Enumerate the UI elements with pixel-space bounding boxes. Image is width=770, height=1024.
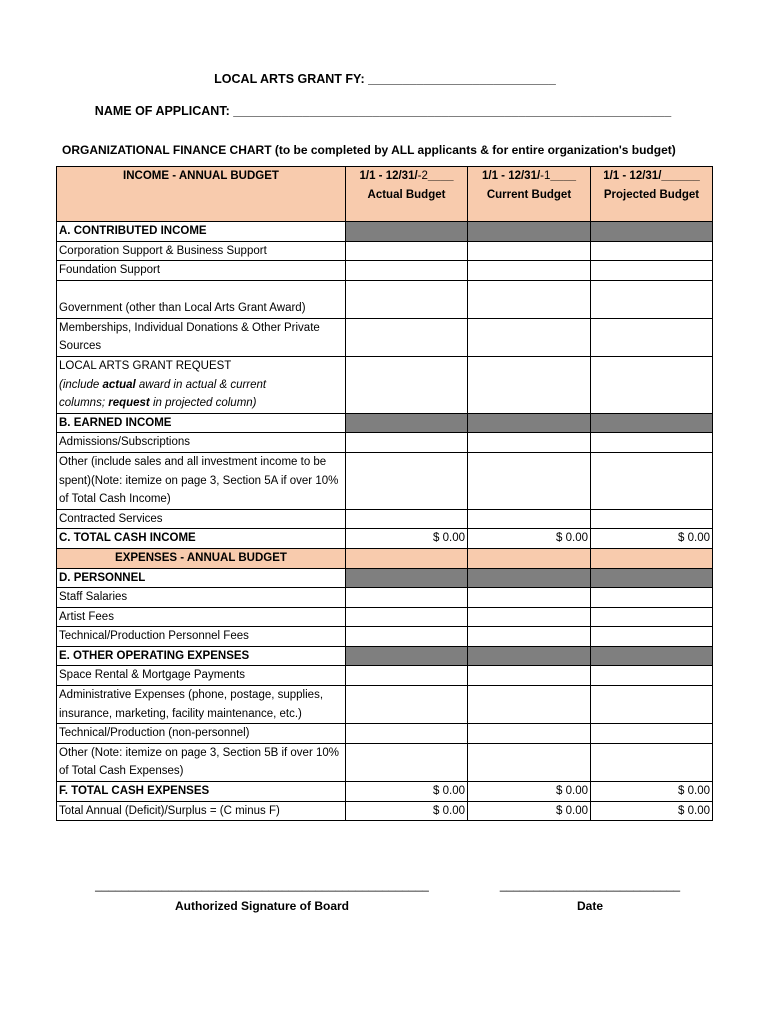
cell-input[interactable] [346,318,468,356]
row-label-other-expense: Other (Note: itemize on page 3, Section 5B if over 10% of Total Cash Expenses) [57,743,346,781]
row-label-administrative: Administrative Expenses (phone, postage, supplies, insurance, marketing, facility maintenance, etc.) [57,686,346,724]
cell-input[interactable] [591,588,713,608]
table-row [57,743,713,781]
table-row [57,724,713,744]
cell-input[interactable] [346,261,468,281]
column-header-projected: 1/1 - 12/31/______ Projected Budget [591,167,713,222]
column-header-actual: 1/1 - 12/31/-2____ Actual Budget [346,167,468,222]
board-signature-line[interactable]: __________________________________________________ [95,878,429,892]
table-row [57,261,713,281]
cell-input[interactable] [346,666,468,686]
table-row [57,356,713,413]
row-label-contracted: Contracted Services [57,509,346,529]
cell-input[interactable] [346,452,468,509]
table-row [57,413,713,433]
cell-input[interactable] [468,724,591,744]
row-label-artist: Artist Fees [57,607,346,627]
table-row [57,666,713,686]
date-signature-line[interactable]: ___________________________ [499,878,681,892]
row-label-staff: Staff Salaries [57,588,346,608]
cell-input[interactable] [591,627,713,647]
cell-input[interactable] [468,743,591,781]
cell-input[interactable] [468,318,591,356]
cell-input[interactable] [346,588,468,608]
cell-input[interactable] [346,509,468,529]
table-row [57,280,713,318]
row-label-total-expenses: F. TOTAL CASH EXPENSES [57,782,346,802]
date-label: Date [576,899,603,913]
cell-input[interactable] [591,607,713,627]
total-expenses-projected: $ 0.00 [591,782,713,802]
cell-input[interactable] [346,280,468,318]
cell-input[interactable] [468,356,591,413]
cell-input[interactable] [468,686,591,724]
cell-input[interactable] [591,433,713,453]
total-expenses-actual: $ 0.00 [346,782,468,802]
cell-input[interactable] [591,356,713,413]
cell-input[interactable] [468,433,591,453]
surplus-projected: $ 0.00 [591,801,713,821]
cell-input[interactable] [468,588,591,608]
section-contributed-income: A. CONTRIBUTED INCOME [57,222,346,242]
cell-input[interactable] [591,452,713,509]
cell-input[interactable] [346,356,468,413]
cell-input[interactable] [346,743,468,781]
section-personnel: D. PERSONNEL [57,568,346,588]
table-row [57,646,713,666]
cell-input[interactable] [468,607,591,627]
total-income-actual: $ 0.00 [346,529,468,549]
table-row [57,607,713,627]
column-header-current: 1/1 - 12/31/-1____ Current Budget [468,167,591,222]
cell-input[interactable] [468,452,591,509]
row-label-other-income: Other (include sales and all investment income to be spent)(Note: itemize on page 3, Section 5A if over 10% of Total Cash Income) [57,452,346,509]
row-label-grant-request: LOCAL ARTS GRANT REQUEST (include actual award in actual & current columns; request in projected column) [57,356,346,413]
row-label-technical-fees: Technical/Production Personnel Fees [57,627,346,647]
cell-input[interactable] [346,686,468,724]
row-label-technical-non-personnel: Technical/Production (non-personnel) [57,724,346,744]
table-row [57,318,713,356]
cell-input[interactable] [591,241,713,261]
cell-input[interactable] [468,280,591,318]
expenses-header: EXPENSES - ANNUAL BUDGET [57,548,346,568]
row-label-government: Government (other than Local Arts Grant Award) [57,280,346,318]
cell-input[interactable] [591,724,713,744]
cell-input[interactable] [591,318,713,356]
row-label-corporation: Corporation Support & Business Support [57,241,346,261]
cell-input[interactable] [591,743,713,781]
row-label-admissions: Admissions/Subscriptions [57,433,346,453]
table-row [57,241,713,261]
row-label-surplus: Total Annual (Deficit)/Surplus = (C minus F) [57,801,346,821]
table-row [57,627,713,647]
applicant-name-line: NAME OF APPLICANT: _______________________________________________________________ [94,104,672,118]
finance-table [56,166,713,821]
table-row [57,452,713,509]
cell-input[interactable] [346,627,468,647]
table-row [57,588,713,608]
cell-input[interactable] [468,261,591,281]
surplus-current: $ 0.00 [468,801,591,821]
row-label-total-income: C. TOTAL CASH INCOME [57,529,346,549]
row-label-space: Space Rental & Mortgage Payments [57,666,346,686]
row-label-memberships: Memberships, Individual Donations & Other Private Sources [57,318,346,356]
board-signature-label: Authorized Signature of Board [175,899,349,913]
table-row [57,509,713,529]
grant-fy-line: LOCAL ARTS GRANT FY: ___________________________ [214,72,556,86]
table-row [57,222,713,242]
cell-input[interactable] [591,509,713,529]
table-row [57,686,713,724]
chart-title: ORGANIZATIONAL FINANCE CHART (to be completed by ALL applicants & for entire organization's budget) [62,143,676,157]
total-income-projected: $ 0.00 [591,529,713,549]
table-row [57,782,713,802]
cell-input[interactable] [346,433,468,453]
cell-input[interactable] [591,261,713,281]
total-expenses-current: $ 0.00 [468,782,591,802]
income-header: INCOME - ANNUAL BUDGET [57,167,346,222]
section-other-operating: E. OTHER OPERATING EXPENSES [57,646,346,666]
cell-input[interactable] [468,509,591,529]
cell-input[interactable] [468,627,591,647]
table-row [57,801,713,821]
row-label-foundation: Foundation Support [57,261,346,281]
cell-input[interactable] [468,241,591,261]
surplus-actual: $ 0.00 [346,801,468,821]
table-row [57,529,713,549]
total-income-current: $ 0.00 [468,529,591,549]
table-row [57,568,713,588]
table-row [57,548,713,568]
section-earned-income: B. EARNED INCOME [57,413,346,433]
cell-input[interactable] [591,280,713,318]
cell-input[interactable] [468,666,591,686]
cell-input[interactable] [346,724,468,744]
cell-input[interactable] [591,686,713,724]
table-row [57,433,713,453]
cell-input[interactable] [346,607,468,627]
cell-input[interactable] [346,241,468,261]
cell-input[interactable] [591,666,713,686]
